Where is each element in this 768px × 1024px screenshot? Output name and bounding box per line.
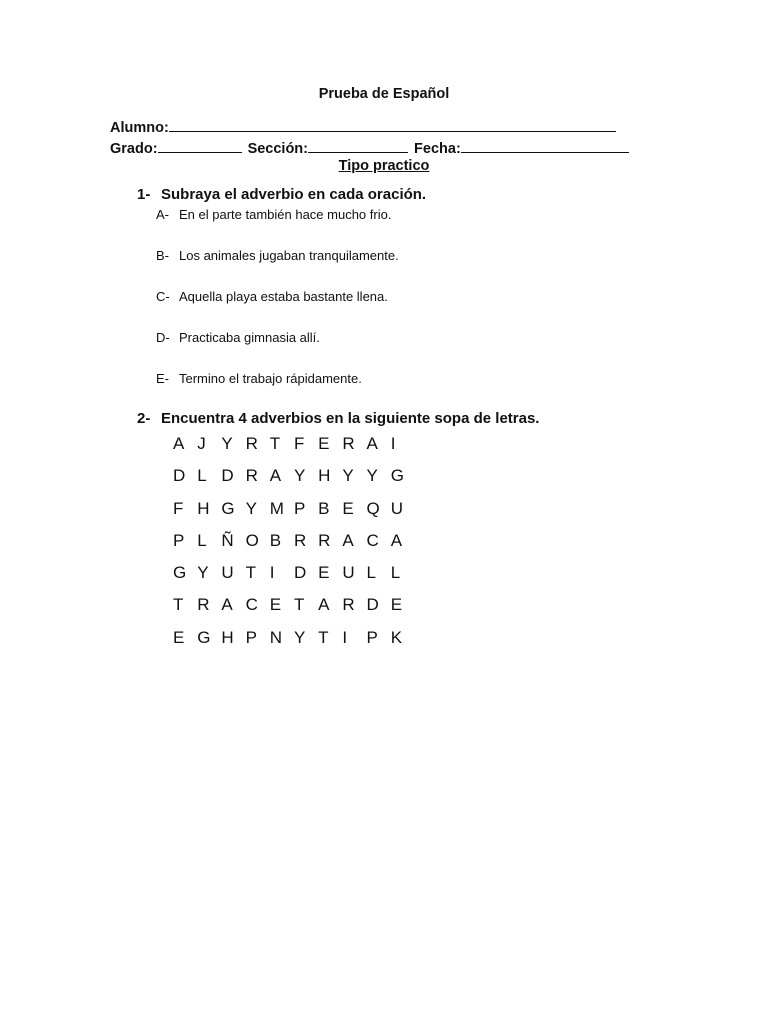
grid-letter[interactable]: U: [342, 563, 355, 583]
grid-letter[interactable]: A: [221, 595, 233, 615]
subtitle: Tipo practico: [338, 158, 430, 174]
grid-letter[interactable]: U: [221, 563, 234, 583]
grid-letter[interactable]: I: [269, 563, 275, 583]
grid-letter[interactable]: Y: [366, 466, 378, 486]
item-text: Aquella playa estaba bastante llena.: [179, 289, 388, 304]
item-letter: C-: [156, 289, 170, 304]
grid-letter[interactable]: T: [245, 563, 256, 583]
alumno-blank[interactable]: [169, 117, 616, 132]
grid-row: [173, 593, 415, 625]
grado-blank[interactable]: [158, 138, 242, 153]
item-text: Practicaba gimnasia allí.: [179, 330, 320, 345]
grado-seccion-fecha-line: [110, 138, 629, 157]
grid-letter[interactable]: E: [318, 563, 330, 583]
grid-letter[interactable]: D: [173, 466, 186, 486]
grid-letter[interactable]: Y: [221, 434, 233, 453]
item-letter: D-: [156, 330, 170, 345]
grid-letter[interactable]: R: [245, 434, 258, 453]
grid-row: [173, 464, 415, 496]
grid-letter[interactable]: A: [318, 595, 330, 615]
grid-letter[interactable]: G: [173, 563, 187, 583]
grid-row: [173, 529, 415, 561]
question-2-number: 2-: [137, 410, 151, 427]
grid-letter[interactable]: C: [245, 595, 258, 615]
grid-letter[interactable]: Q: [366, 498, 380, 518]
grid-letter[interactable]: N: [269, 627, 283, 647]
grid-letter[interactable]: P: [173, 530, 185, 550]
grid-letter[interactable]: H: [318, 466, 331, 486]
grid-letter[interactable]: G: [221, 498, 235, 518]
grid-letter[interactable]: P: [366, 627, 378, 647]
question-1-prompt: Subraya el adverbio en cada oración.: [161, 186, 427, 203]
grid-letter[interactable]: P: [245, 627, 257, 647]
question-1: [137, 186, 426, 203]
grid-letter[interactable]: R: [293, 530, 307, 550]
grid-letter[interactable]: L: [197, 466, 207, 486]
grid-letter[interactable]: A: [173, 434, 185, 453]
grid-letter[interactable]: L: [390, 563, 401, 583]
question-1-number: 1-: [137, 186, 151, 203]
grid-letter[interactable]: D: [293, 563, 307, 583]
grid-letter[interactable]: U: [390, 498, 403, 518]
grid-letter[interactable]: E: [318, 434, 330, 453]
word-search-grid: [173, 432, 415, 658]
grid-letter[interactable]: Y: [342, 466, 354, 486]
question-2: [137, 410, 539, 427]
grid-letter[interactable]: Y: [293, 466, 306, 486]
grid-letter[interactable]: R: [342, 434, 355, 453]
grid-letter[interactable]: H: [221, 627, 234, 647]
grid-letter[interactable]: D: [366, 595, 379, 615]
grid-letter[interactable]: C: [366, 530, 379, 550]
grid-letter[interactable]: G: [197, 627, 211, 647]
grid-letter[interactable]: I: [342, 627, 348, 647]
grid-letter[interactable]: Y: [245, 498, 257, 518]
alumno-label: Alumno:: [110, 120, 169, 136]
grid-letter[interactable]: B: [269, 530, 282, 550]
alumno-field[interactable]: [110, 117, 616, 136]
grid-letter[interactable]: F: [293, 434, 305, 453]
grid-letter[interactable]: R: [318, 530, 331, 550]
grid-letter[interactable]: O: [245, 530, 259, 550]
grid-letter[interactable]: B: [318, 498, 330, 518]
grid-letter[interactable]: E: [390, 595, 403, 615]
list-item: [156, 371, 399, 412]
grid-letter[interactable]: Ñ: [221, 530, 234, 550]
grado-label: Grado:: [110, 141, 158, 157]
grid-letter[interactable]: L: [366, 563, 376, 583]
grid-row: [173, 626, 415, 658]
grid-letter[interactable]: F: [173, 498, 184, 518]
list-item: [156, 289, 399, 330]
grid-letter[interactable]: M: [269, 498, 284, 518]
grid-letter[interactable]: G: [390, 466, 404, 486]
grid-letter[interactable]: T: [318, 627, 329, 647]
seccion-label: Sección:: [247, 141, 308, 157]
list-item: [156, 207, 399, 248]
grid-letter[interactable]: P: [293, 498, 306, 518]
grid-letter[interactable]: Y: [197, 563, 209, 583]
grid-letter[interactable]: T: [293, 595, 305, 615]
grid-row: [173, 432, 415, 464]
item-letter: A-: [156, 207, 169, 222]
grid-letter[interactable]: R: [245, 466, 258, 486]
grid-letter[interactable]: A: [269, 466, 282, 486]
grid-letter[interactable]: T: [269, 434, 281, 453]
item-text: Termino el trabajo rápidamente.: [179, 371, 362, 386]
grid-letter[interactable]: E: [173, 627, 185, 647]
grid-row: [173, 497, 415, 529]
item-letter: E-: [156, 371, 169, 386]
grid-letter[interactable]: E: [342, 498, 354, 518]
page-title: Prueba de Español: [318, 86, 450, 102]
grid-letter[interactable]: L: [197, 530, 207, 550]
grid-letter[interactable]: J: [197, 434, 206, 453]
grid-letter[interactable]: A: [390, 530, 403, 550]
grid-letter[interactable]: T: [173, 595, 184, 615]
item-text: Los animales jugaban tranquilamente.: [179, 248, 399, 263]
grid-row: [173, 561, 415, 593]
grid-letter[interactable]: Y: [293, 627, 306, 647]
grid-letter[interactable]: A: [366, 434, 378, 453]
list-item: [156, 248, 399, 289]
grid-letter[interactable]: R: [342, 595, 355, 615]
grid-letter[interactable]: H: [197, 498, 210, 518]
grid-letter[interactable]: A: [342, 530, 354, 550]
grid-letter[interactable]: I: [390, 434, 396, 453]
fecha-blank[interactable]: [461, 138, 629, 153]
question-2-prompt: Encuentra 4 adverbios en la siguiente sopa de letras.: [161, 410, 540, 427]
item-text: En el parte también hace mucho frio.: [179, 207, 392, 222]
item-letter: B-: [156, 248, 169, 263]
question-1-items: [156, 207, 399, 412]
grid-letter[interactable]: D: [221, 466, 234, 486]
fecha-label: Fecha:: [414, 141, 461, 157]
grid-letter[interactable]: K: [390, 627, 403, 647]
grid-letter[interactable]: E: [269, 595, 282, 615]
list-item: [156, 330, 399, 371]
grid-letter[interactable]: R: [197, 595, 210, 615]
seccion-blank[interactable]: [308, 138, 408, 153]
